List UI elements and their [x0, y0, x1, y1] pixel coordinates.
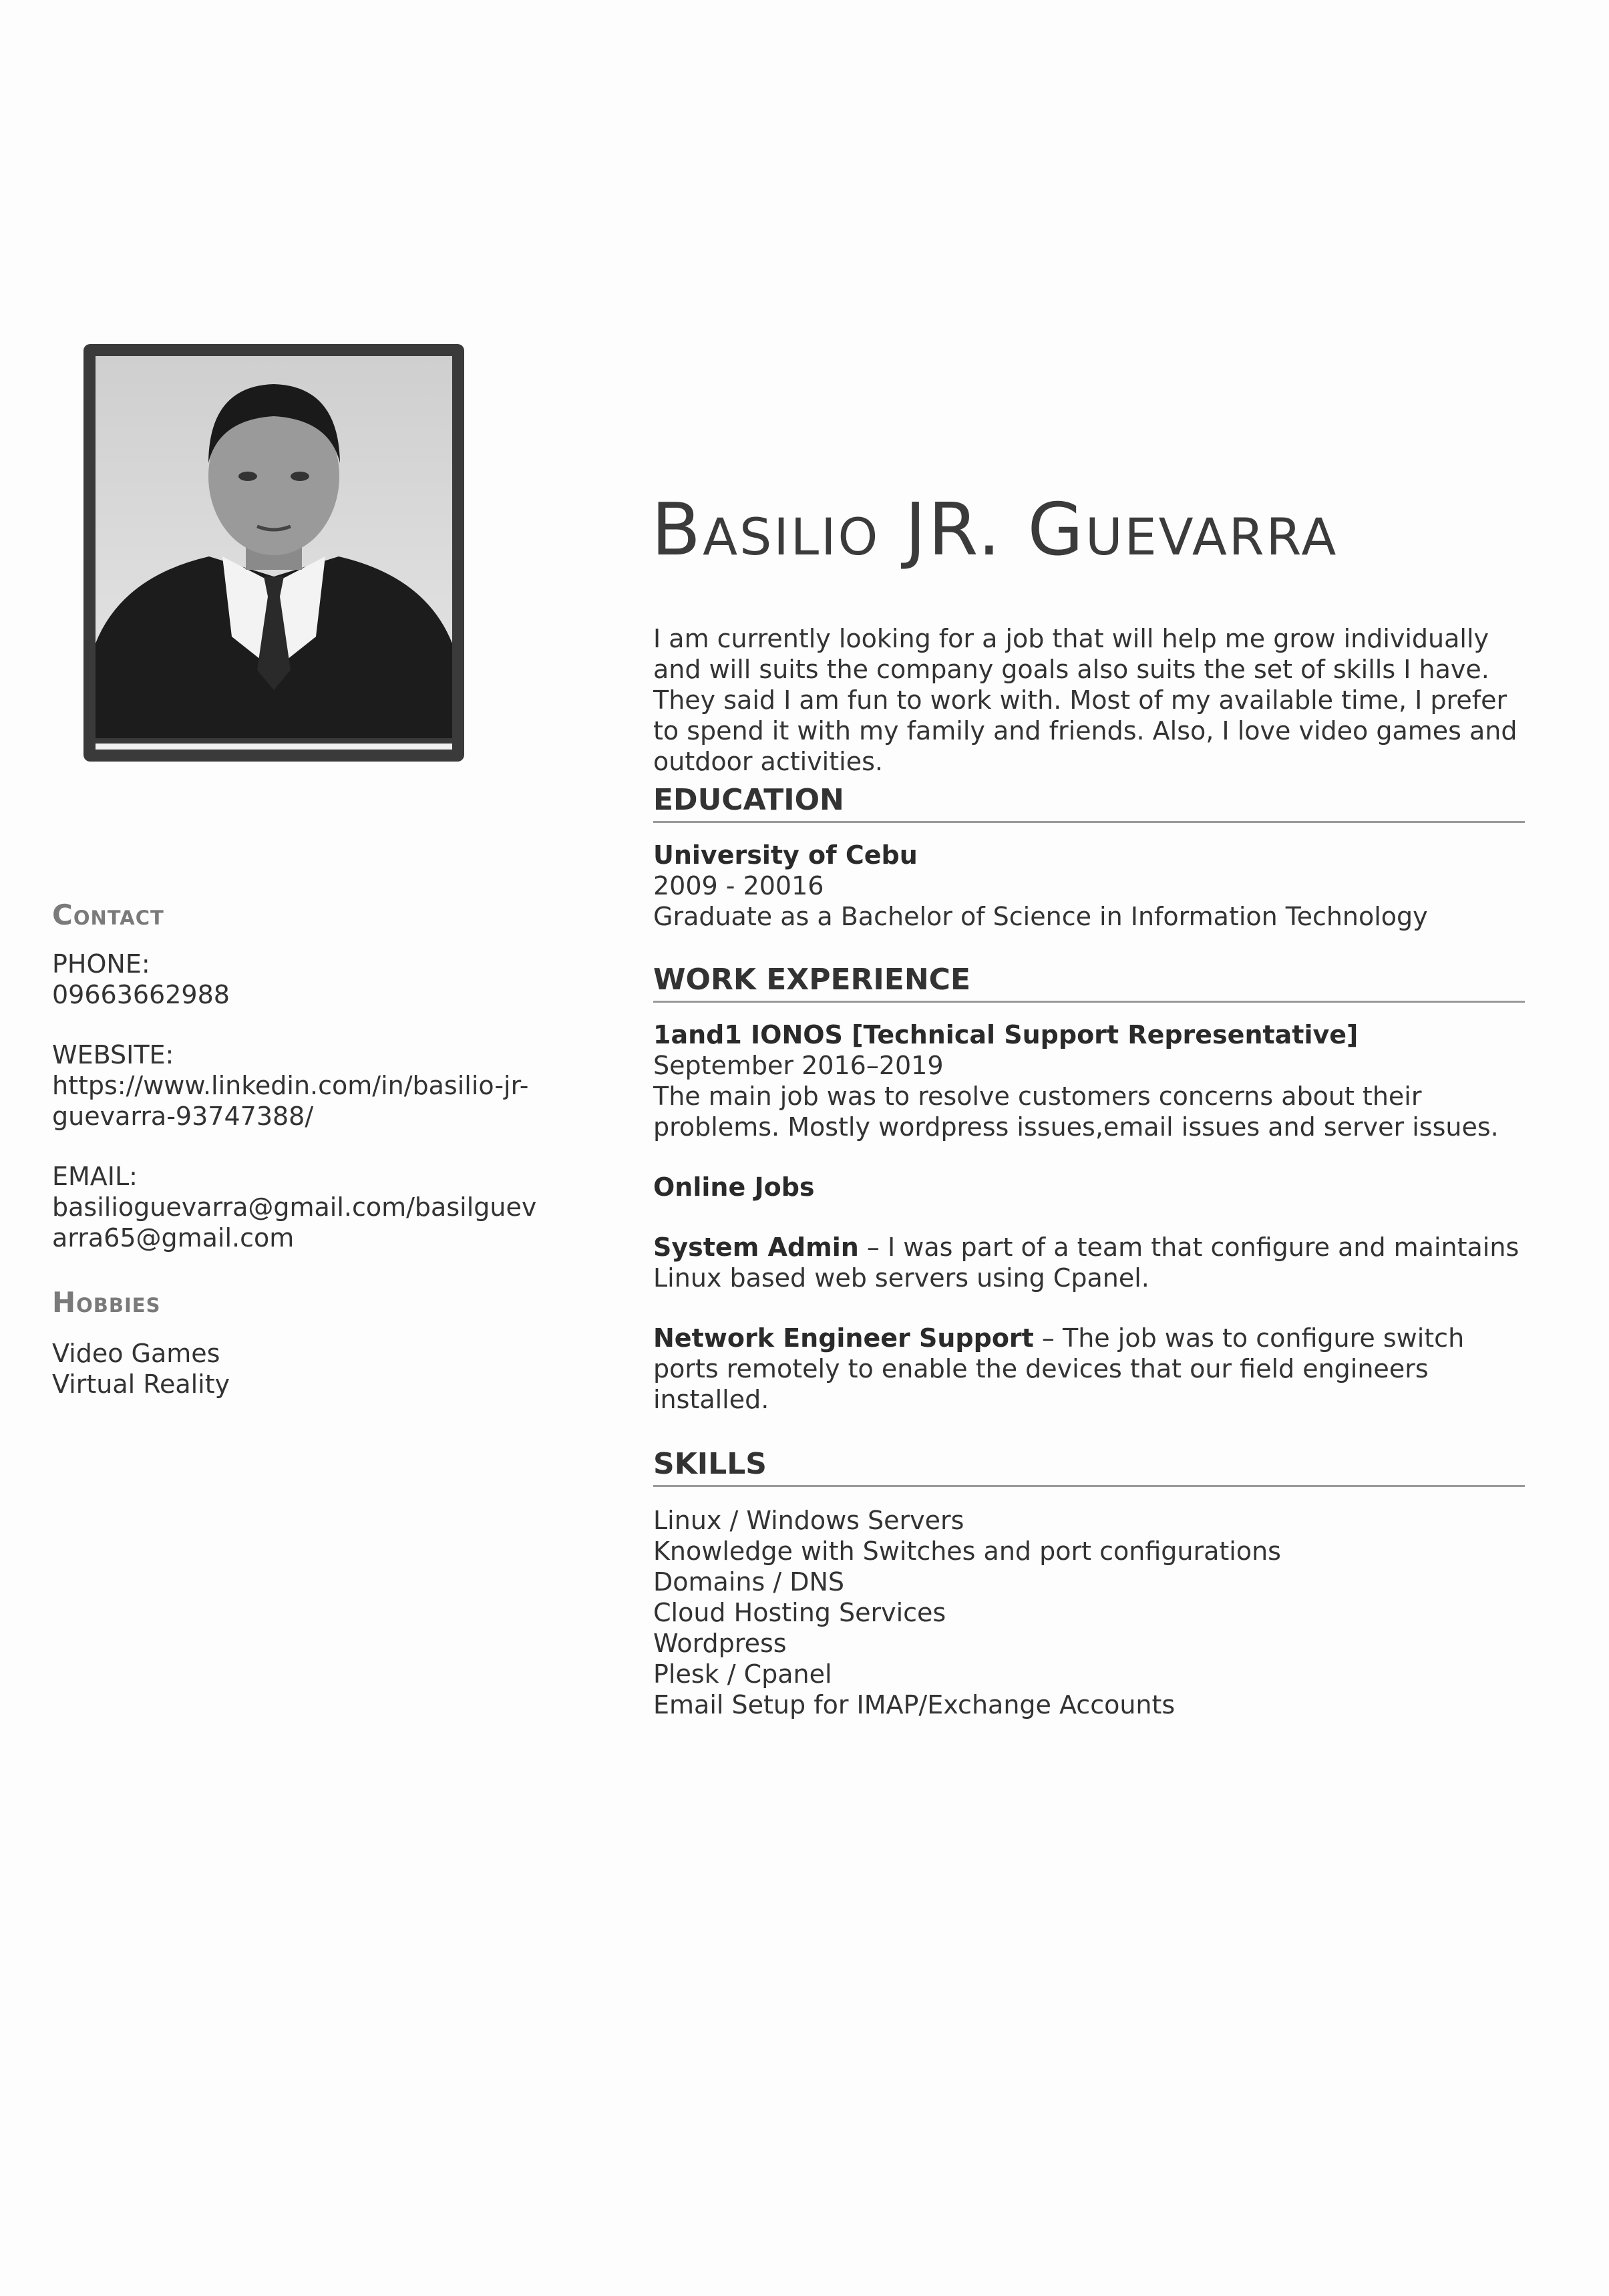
hobbies-title: Hobbies [52, 1286, 161, 1319]
job3-description: – The job was to configure switch ports remotely to enable the devices that our field engineers installed. [653, 1323, 1465, 1414]
skills-list [653, 1505, 1525, 1720]
skills-title: SKILLS [653, 1447, 1525, 1487]
portrait-image [96, 356, 452, 738]
skills-block [653, 1505, 1525, 1720]
education-years: 2009 - 20016 [653, 871, 824, 900]
intro-paragraph: I am currently looking for a job that will help me grow individually and will suits the company goals also suits the set of skills I have. They said I am fun to work with. Most of my available time, I prefer to spend it with my family and friends. Also, I love video games and outdoor activities. [653, 624, 1517, 776]
education-title: EDUCATION [653, 783, 1525, 823]
website-line-1: https://www.linkedin.com/in/basilio-jr- [52, 1071, 529, 1100]
job2-description: – I was part of a team that configure and maintains Linux based web servers using Cpanel. [653, 1233, 1519, 1293]
skill-item: Knowledge with Switches and port configurations [653, 1536, 1281, 1566]
work-experience-title: WORK EXPERIENCE [653, 963, 1525, 1003]
email-line-2: arra65@gmail.com [52, 1223, 295, 1253]
skill-item: Email Setup for IMAP/Exchange Accounts [653, 1690, 1176, 1719]
education-block [653, 840, 1525, 932]
website-label: WEBSITE: [52, 1040, 174, 1070]
job3-title: Network Engineer Support [653, 1323, 1034, 1353]
candidate-name: Basilio JR. Guevarra [651, 488, 1338, 572]
hobby-item: Video Games [52, 1339, 220, 1368]
school-name: University of Cebu [653, 840, 918, 870]
job3-entry [653, 1323, 1525, 1415]
photo-frame-strip [96, 744, 452, 750]
job1-dates: September 2016–2019 [653, 1051, 944, 1080]
skill-item: Plesk / Cpanel [653, 1659, 832, 1689]
profile-photo [83, 344, 464, 762]
person-silhouette-icon [96, 356, 452, 738]
work-experience-block [653, 1019, 1525, 1415]
job2-entry [653, 1232, 1525, 1293]
job2-title: System Admin [653, 1233, 859, 1262]
phone-value: 09663662988 [52, 980, 230, 1009]
website-line-2: guevarra-93747388/ [52, 1102, 314, 1131]
contact-title: Contact [52, 898, 164, 931]
skill-item: Cloud Hosting Services [653, 1598, 946, 1627]
skill-item: Wordpress [653, 1629, 787, 1658]
contact-block [52, 949, 537, 1253]
email-line-1: basilioguevarra@gmail.com/basilguev [52, 1192, 537, 1222]
job1-title: 1and1 IONOS [Technical Support Representative] [653, 1020, 1359, 1049]
hobbies-block [52, 1338, 533, 1400]
education-degree: Graduate as a Bachelor of Science in Information Technology [653, 902, 1428, 931]
job1-description: The main job was to resolve customers concerns about their problems. Mostly wordpress issues,email issues and server issues. [653, 1082, 1499, 1142]
skill-item: Domains / DNS [653, 1567, 845, 1597]
phone-label: PHONE: [52, 949, 150, 979]
online-jobs-heading: Online Jobs [653, 1172, 815, 1202]
skill-item: Linux / Windows Servers [653, 1506, 964, 1535]
hobby-item: Virtual Reality [52, 1369, 230, 1399]
email-label: EMAIL: [52, 1162, 138, 1191]
